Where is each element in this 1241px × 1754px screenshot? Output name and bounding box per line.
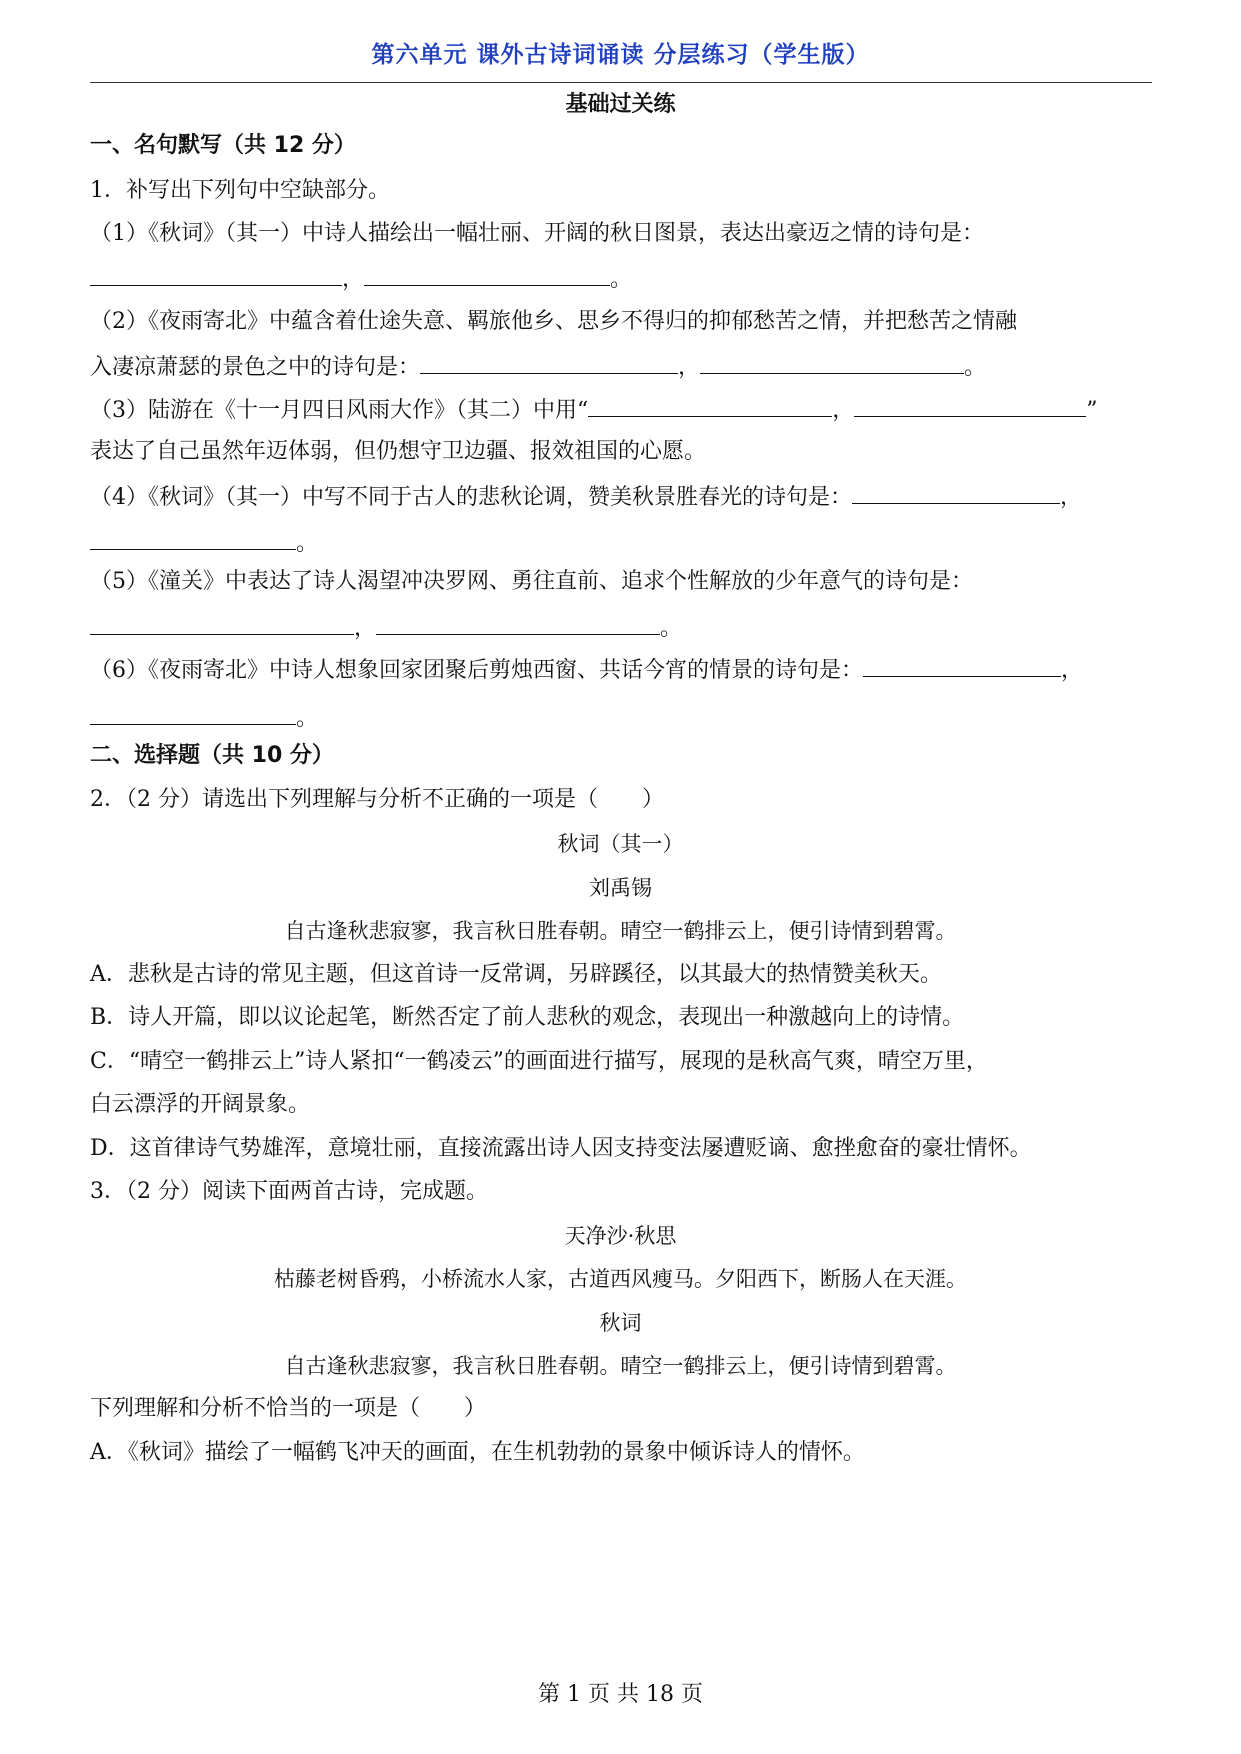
q1-item-6-answer-line: 。 [90, 702, 1152, 734]
answer-blank[interactable] [90, 702, 296, 725]
answer-blank[interactable] [90, 263, 342, 286]
answer-blank[interactable] [863, 654, 1061, 677]
part1-heading: 一、名句默写（共 12 分） [90, 133, 356, 158]
q1-item-2-line1: （2）《夜雨寄北》中蕴含着仕途失意、羁旅他乡、思乡不得归的抑郁愁苦之情，并把愁苦之情融 [90, 309, 1018, 334]
q2-option-c-line2: 白云漂浮的开阔景象。 [90, 1092, 311, 1117]
answer-blank[interactable] [854, 394, 1086, 417]
q2-option-c-line1: C．“晴空一鹤排云上”诗人紧扣“一鹤凌云”的画面进行描写，展现的是秋高气爽，晴空万里， [90, 1049, 988, 1074]
answer-blank[interactable] [700, 351, 964, 374]
q3-option-a: A．《秋词》描绘了一幅鹤飞冲天的画面，在生机勃勃的景象中倾诉诗人的情怀。 [90, 1440, 865, 1465]
q1-item-3-line2: 表达了自己虽然年迈体弱，但仍想守卫边疆、报效祖国的心愿。 [90, 439, 707, 464]
q2-option-d: D．这首律诗气势雄浑，意境壮丽，直接流露出诗人因支持变法屡遭贬谪、愈挫愈奋的豪壮情怀。 [90, 1136, 1032, 1161]
question-2-stem: 2．（2 分）请选出下列理解与分析不正确的一项是（ ） [90, 787, 664, 812]
q1-item-3-line1: （3）陆游在《十一月四日风雨大作》（其二）中用“ ， ” [90, 394, 1152, 426]
answer-blank[interactable] [588, 394, 832, 417]
q2-option-b: B．诗人开篇，即以议论起笔，断然否定了前人悲秋的观念，表现出一种激越向上的诗情。 [90, 1005, 965, 1030]
answer-blank[interactable] [376, 612, 660, 635]
part2-heading: 二、选择题（共 10 分） [90, 743, 334, 768]
q2-poem-title: 秋词（其一） [557, 832, 684, 856]
answer-blank[interactable] [90, 612, 354, 635]
q3-poem2-title: 秋词 [599, 1311, 642, 1335]
q1-item-5: （5）《潼关》中表达了诗人渴望冲决罗网、勇往直前、追求个性解放的少年意气的诗句是： [90, 569, 974, 594]
answer-blank[interactable] [852, 481, 1060, 504]
q1-item-4: （4）《秋词》（其一）中写不同于古人的悲秋论调，赞美秋景胜春光的诗句是： ， [90, 481, 1152, 513]
q1-item-1: （1）《秋词》（其一）中诗人描绘出一幅壮丽、开阔的秋日图景，表达出豪迈之情的诗句是： [90, 221, 985, 246]
answer-blank[interactable] [364, 263, 610, 286]
q1-item-1-answer-line: ， 。 [90, 263, 1152, 295]
q2-poem-text: 自古逢秋悲寂寥，我言秋日胜春朝。晴空一鹤排云上，便引诗情到碧霄。 [284, 919, 957, 943]
q2-poem-author: 刘禹锡 [589, 876, 652, 900]
q1-item-6: （6）《夜雨寄北》中诗人想象回家团聚后剪烛西窗、共话今宵的情景的诗句是： ， [90, 654, 1152, 686]
question-1-stem: 1．补写出下列句中空缺部分。 [90, 178, 390, 203]
question-3-stem: 3．（2 分）阅读下面两首古诗，完成题。 [90, 1179, 488, 1204]
q2-option-a: A．悲秋是古诗的常见主题，但这首诗一反常调，另辟蹊径，以其最大的热情赞美秋天。 [90, 962, 942, 987]
document-header-title: 第六单元 课外古诗词诵读 分层练习（学生版） [371, 42, 870, 68]
q1-item-5-answer-line: ， 。 [90, 612, 1152, 644]
header-divider [90, 82, 1152, 83]
answer-blank[interactable] [90, 527, 296, 550]
section-title: 基础过关练 [565, 92, 676, 117]
q3-prompt: 下列理解和分析不恰当的一项是（ ） [90, 1396, 487, 1421]
q3-poem1-title: 天净沙·秋思 [564, 1224, 677, 1248]
q3-poem1-text: 枯藤老树昏鸦，小桥流水人家，古道西风瘦马。夕阳西下，断肠人在天涯。 [274, 1267, 967, 1291]
page-footer: 第 1 页 共 18 页 [538, 1682, 703, 1707]
answer-blank[interactable] [420, 351, 678, 374]
q1-item-2-line2: 入凄凉萧瑟的景色之中的诗句是： ， 。 [90, 351, 1152, 383]
q1-item-4-answer-line: 。 [90, 527, 1152, 559]
q3-poem2-text: 自古逢秋悲寂寥，我言秋日胜春朝。晴空一鹤排云上，便引诗情到碧霄。 [284, 1354, 957, 1378]
